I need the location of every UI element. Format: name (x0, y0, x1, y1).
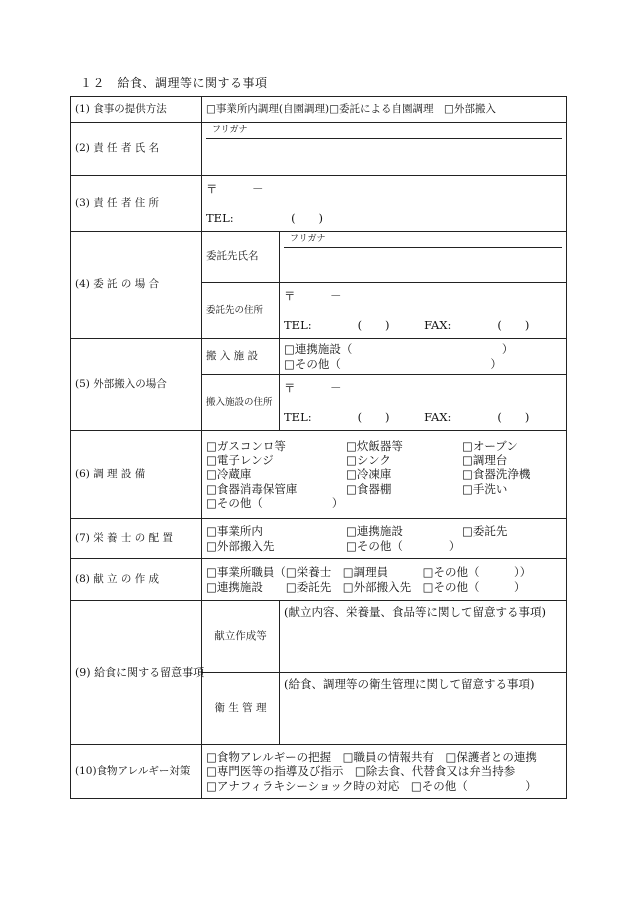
consignee-tel-fax (284, 318, 562, 332)
responsible-address-cell[interactable] (202, 176, 567, 232)
label-consignment: (4) 委 託 の 場 合 (71, 232, 202, 339)
row-cooking-equipment (71, 431, 567, 519)
row-meal-method (71, 97, 567, 123)
hygiene-notes-cell[interactable] (280, 673, 567, 745)
equipment-other[interactable]: □その他（ ） (206, 496, 344, 511)
consignee-name-input[interactable] (284, 248, 562, 282)
menu-creation-line2: □連携施設 □委託先 □外部搬入先 □その他（ ） (206, 579, 526, 594)
consignee-name-label: 委託先氏名 (202, 232, 280, 283)
allergy-line3: □アナフィラキシーショック時の対応 □その他（ ） (206, 778, 537, 793)
equipment-item[interactable]: □ガスコンロ等 (206, 438, 286, 453)
hygiene-notes-hint: (給食、調理等の衛生管理に関して留意する事項) (284, 677, 535, 691)
row-responsible-address (71, 176, 567, 232)
nutritionist-item (462, 539, 562, 553)
nutritionist-item[interactable]: □連携施設 (346, 524, 403, 539)
equipment-item[interactable]: □炊飯器等 (346, 438, 403, 453)
label-meal-notes-text: (9) 給食に関する留意事項 (75, 665, 205, 679)
facility-fax: FAX: ( ) (424, 409, 530, 424)
equipment-item[interactable]: □調理台 (462, 452, 508, 467)
consignee-address-cell[interactable] (280, 283, 567, 339)
label-meal-method: (1) 食事の提供方法 (71, 97, 202, 123)
equipment-item[interactable]: □電子レンジ (206, 452, 274, 467)
consignee-tel: TEL: ( ) (284, 317, 390, 332)
nutritionist-options (202, 519, 567, 559)
allergy-options[interactable] (202, 745, 567, 799)
label-allergy: (10)食物アレルギー対策 (71, 745, 202, 799)
row-responsible-name (71, 123, 567, 176)
consignee-fax: FAX: ( ) (424, 317, 530, 332)
equipment-item[interactable]: □シンク (346, 452, 391, 467)
responsible-name-input[interactable] (206, 139, 562, 175)
row-menu-notes (71, 601, 567, 673)
menu-notes-label: 献立作成等 (202, 601, 280, 673)
menu-notes-hint: (献立内容、栄養量、食品等に関して留意する事項) (284, 605, 546, 619)
row-nutritionist (71, 519, 567, 559)
row-external-facility (71, 339, 567, 375)
facility-address-cell[interactable] (280, 375, 567, 431)
facility-label: 搬 入 施 設 (202, 339, 280, 375)
facility-option-other[interactable]: □その他（ ） (284, 356, 502, 371)
menu-creation-line1: □事業所職員（□栄養士 □調理員 □その他（ ）） (206, 565, 532, 580)
label-nutritionist: (7) 栄 養 士 の 配 置 (71, 519, 202, 559)
allergy-line2: □専門医等の指導及び指示 □除去食、代替食又は弁当持参 (206, 764, 516, 779)
nutritionist-item[interactable]: □その他（ ） (346, 538, 461, 553)
menu-creation-options[interactable] (202, 559, 567, 601)
row-menu-creation (71, 559, 567, 601)
section-title: １２ 給食、調理等に関する事項 (80, 76, 268, 90)
equipment-item[interactable]: □オーブン (462, 438, 518, 453)
equipment-item[interactable]: □食器洗浄機 (462, 467, 531, 482)
equipment-options (202, 431, 567, 519)
facility-tel: TEL: ( ) (284, 409, 390, 424)
nutritionist-item[interactable]: □事業所内 (206, 524, 263, 539)
responsible-tel: TEL: ( ) (206, 210, 324, 225)
equipment-item[interactable]: □食器消毒保管庫 (206, 481, 298, 496)
responsible-name-cell (202, 123, 567, 176)
facility-tel-fax (284, 410, 562, 424)
equipment-item[interactable]: □冷蔵庫 (206, 467, 252, 482)
meal-method-options[interactable]: □事業所内調理(自園調理)□委託による自園調理 □外部搬入 (202, 97, 567, 123)
facility-options[interactable] (280, 339, 567, 375)
menu-notes-cell[interactable] (280, 601, 567, 673)
label-external-delivery: (5) 外部搬入の場合 (71, 339, 202, 431)
responsible-postal: 〒 － (206, 182, 264, 197)
equipment-grid (206, 439, 562, 497)
consignee-address-label: 委託先の住所 (202, 283, 280, 339)
allergy-line1: □食物アレルギーの把握 □職員の情報共有 □保護者との連携 (206, 749, 537, 764)
equipment-item[interactable]: □手洗い (462, 481, 508, 496)
facility-address-label: 搬入施設の住所 (202, 375, 280, 431)
facility-option-partner[interactable]: □連携施設（ ） (284, 342, 514, 357)
facility-postal: 〒 － (284, 381, 342, 396)
label-menu-creation: (8) 献 立 の 作 成 (71, 559, 202, 601)
nutritionist-item[interactable]: □委託先 (462, 524, 508, 539)
label-cooking-equipment: (6) 調 理 設 備 (71, 431, 202, 519)
equipment-item[interactable]: □食器棚 (346, 481, 392, 496)
consignee-name-furigana: フリガナ (284, 232, 562, 248)
row-allergy (71, 745, 567, 799)
nutritionist-grid (206, 524, 562, 553)
label-responsible-address: (3) 責 任 者 住 所 (71, 176, 202, 232)
equipment-item[interactable]: □冷凍庫 (346, 467, 392, 482)
consignee-name-cell (280, 232, 567, 283)
row-consignment-name (71, 232, 567, 283)
label-responsible-name: (2) 責 任 者 氏 名 (71, 123, 202, 176)
label-meal-notes (71, 601, 205, 745)
meal-form-table (70, 96, 567, 799)
hygiene-label: 衛 生 管 理 (202, 673, 280, 745)
responsible-name-furigana: フリガナ (206, 123, 562, 139)
consignee-postal: 〒 － (284, 289, 342, 304)
nutritionist-item[interactable]: □外部搬入先 (206, 538, 275, 553)
